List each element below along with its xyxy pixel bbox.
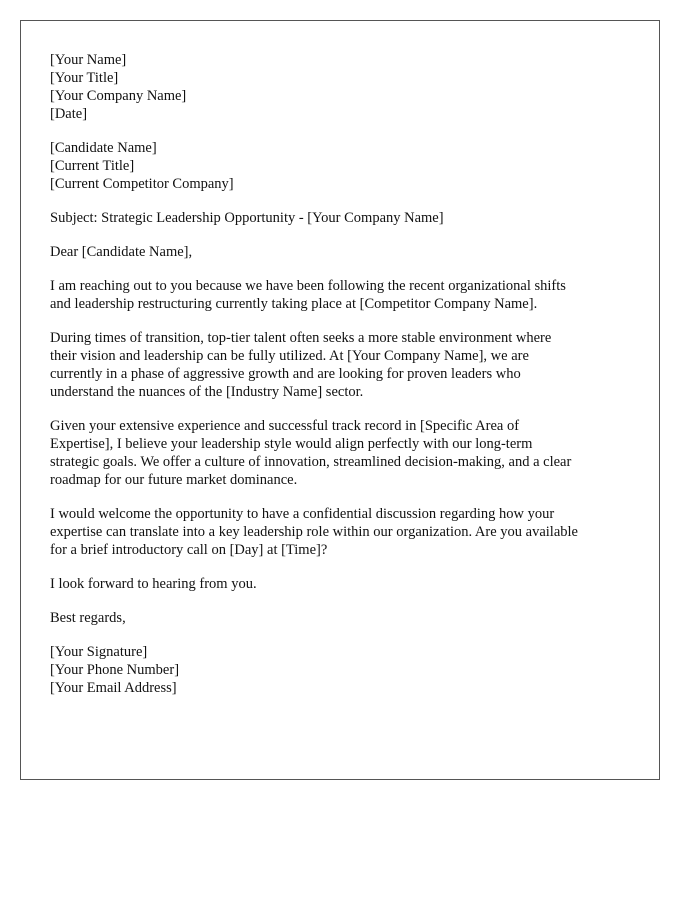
paragraph-line: Expertise], I believe your leadership style would align perfectly with our long-term	[50, 436, 533, 452]
paragraph-4	[50, 505, 640, 559]
sender-name: [Your Name]	[50, 52, 127, 68]
subject-text: Subject: Strategic Leadership Opportunity - [Your Company Name]	[50, 210, 444, 226]
salutation	[50, 243, 640, 261]
recipient-name: [Candidate Name]	[50, 140, 157, 156]
paragraph-3	[50, 417, 640, 489]
paragraph-line: understand the nuances of the [Industry Name] sector.	[50, 384, 364, 400]
paragraph-line: and leadership restructuring currently taking place at [Competitor Company Name].	[50, 296, 538, 312]
subject-line	[50, 209, 640, 227]
paragraph-line: currently in a phase of aggressive growth and are looking for proven leaders who	[50, 366, 521, 382]
letter-body	[50, 51, 640, 713]
signature-name: [Your Signature]	[50, 644, 148, 660]
sender-title: [Your Title]	[50, 70, 119, 86]
paragraph-line: for a brief introductory call on [Day] at [Time]?	[50, 542, 328, 558]
paragraph-2	[50, 329, 640, 401]
paragraph-line: strategic goals. We offer a culture of innovation, streamlined decision-making, and a clear	[50, 454, 572, 470]
recipient-company: [Current Competitor Company]	[50, 176, 234, 192]
paragraph-line: I would welcome the opportunity to have a confidential discussion regarding how your	[50, 506, 555, 522]
paragraph-line: their vision and leadership can be fully utilized. At [Your Company Name], we are	[50, 348, 529, 364]
paragraph-5	[50, 575, 640, 593]
sender-company: [Your Company Name]	[50, 88, 187, 104]
paragraph-line: I look forward to hearing from you.	[50, 576, 257, 592]
recipient-title: [Current Title]	[50, 158, 135, 174]
paragraph-line: During times of transition, top-tier talent often seeks a more stable environment where	[50, 330, 552, 346]
paragraph-line: expertise can translate into a key leadership role within our organization. Are you available	[50, 524, 578, 540]
letter-date: [Date]	[50, 106, 88, 122]
closing	[50, 609, 640, 627]
closing-text: Best regards,	[50, 610, 126, 626]
paragraph-line: Given your extensive experience and successful track record in [Specific Area of	[50, 418, 520, 434]
paragraph-line: I am reaching out to you because we have been following the recent organizational shifts	[50, 278, 566, 294]
letter-page	[20, 20, 660, 780]
paragraph-1	[50, 277, 640, 313]
signature-block	[50, 643, 640, 697]
signature-email: [Your Email Address]	[50, 680, 177, 696]
sender-block	[50, 51, 640, 123]
recipient-block	[50, 139, 640, 193]
paragraph-line: roadmap for our future market dominance.	[50, 472, 298, 488]
signature-phone: [Your Phone Number]	[50, 662, 180, 678]
salutation-text: Dear [Candidate Name],	[50, 244, 193, 260]
